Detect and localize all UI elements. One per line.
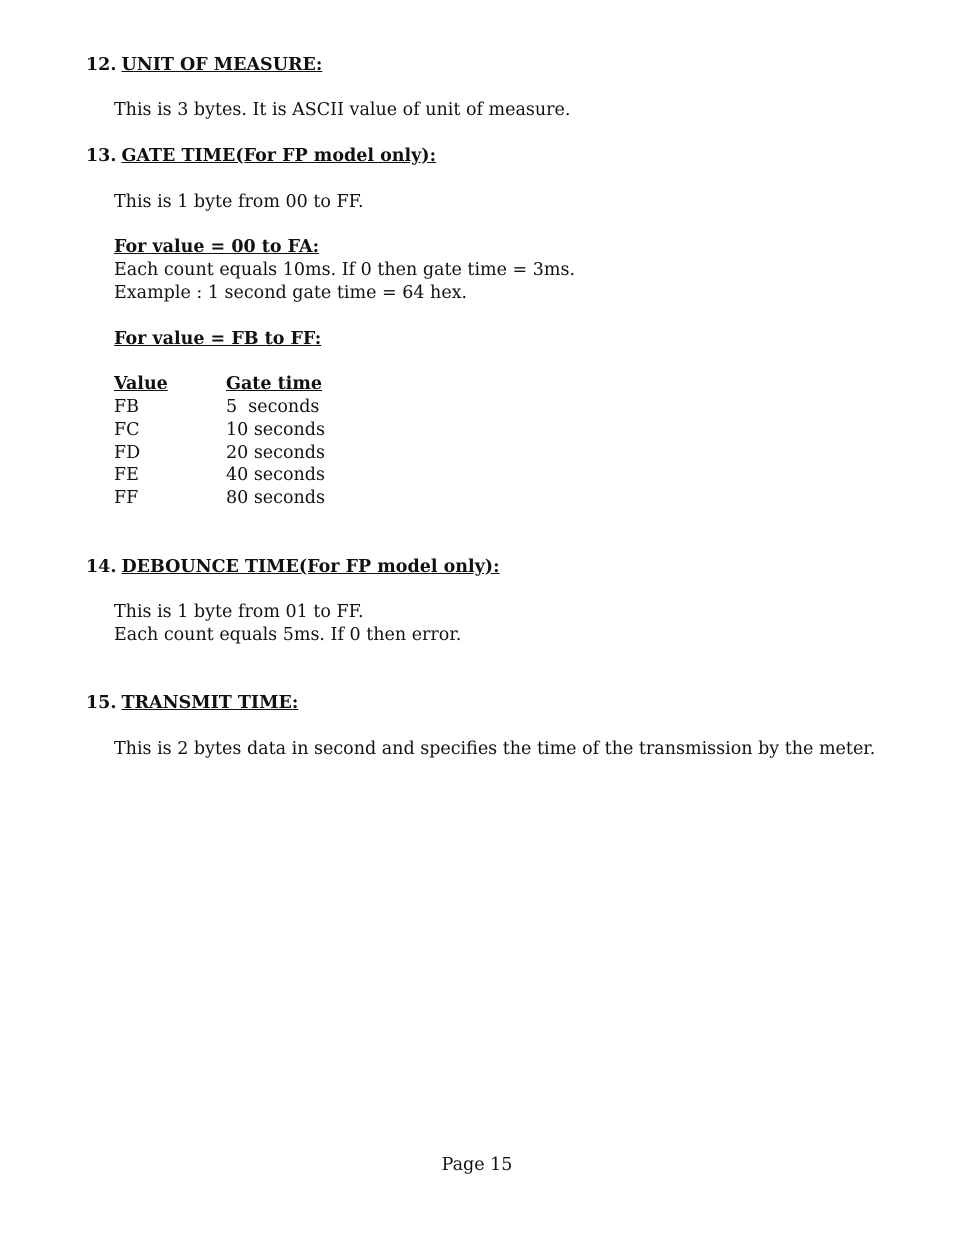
section-title: DEBOUNCE TIME(For FP model only): xyxy=(121,557,500,577)
table-cell-value: FD xyxy=(114,443,141,463)
section-title: TRANSMIT TIME: xyxy=(121,693,299,713)
section-title: GATE TIME(For FP model only): xyxy=(121,146,437,166)
section-title: UNIT OF MEASURE: xyxy=(121,55,323,75)
table-cell-value: FB xyxy=(114,397,140,417)
section-12-text: This is 3 bytes. It is ASCII value of unit of measure. xyxy=(114,100,571,120)
section-number: 12. xyxy=(86,55,117,75)
table-cell-value: FE xyxy=(114,465,139,485)
section-15-heading xyxy=(86,692,298,714)
table-cell-value: FC xyxy=(114,420,140,440)
table-cell-gate-time: 5 seconds xyxy=(226,397,320,417)
section-13-heading xyxy=(86,145,436,167)
section-number: 14. xyxy=(86,557,117,577)
section-14-heading xyxy=(86,556,500,578)
subheading-00-to-fa: For value = 00 to FA: xyxy=(114,237,320,257)
table-cell-value: FF xyxy=(114,488,139,508)
subtext-line-1: Each count equals 10ms. If 0 then gate time = 3ms. xyxy=(114,260,576,280)
subtext-line-2: Example : 1 second gate time = 64 hex. xyxy=(114,283,468,303)
section-12-heading xyxy=(86,54,322,76)
section-14-text-2: Each count equals 5ms. If 0 then error. xyxy=(114,625,462,645)
page-number: Page 15 xyxy=(441,1155,513,1175)
subheading-fb-to-ff: For value = FB to FF: xyxy=(114,329,322,349)
table-header-gate-time: Gate time xyxy=(226,374,322,394)
section-number: 15. xyxy=(86,693,117,713)
section-13-text: This is 1 byte from 00 to FF. xyxy=(114,192,364,212)
table-cell-gate-time: 20 seconds xyxy=(226,443,325,463)
table-cell-gate-time: 80 seconds xyxy=(226,488,325,508)
section-15-text: This is 2 bytes data in second and specifies the time of the transmission by the meter. xyxy=(114,739,876,759)
table-header-value: Value xyxy=(114,374,168,394)
table-cell-gate-time: 40 seconds xyxy=(226,465,325,485)
section-number: 13. xyxy=(86,146,117,166)
table-cell-gate-time: 10 seconds xyxy=(226,420,325,440)
section-14-text-1: This is 1 byte from 01 to FF. xyxy=(114,602,364,622)
